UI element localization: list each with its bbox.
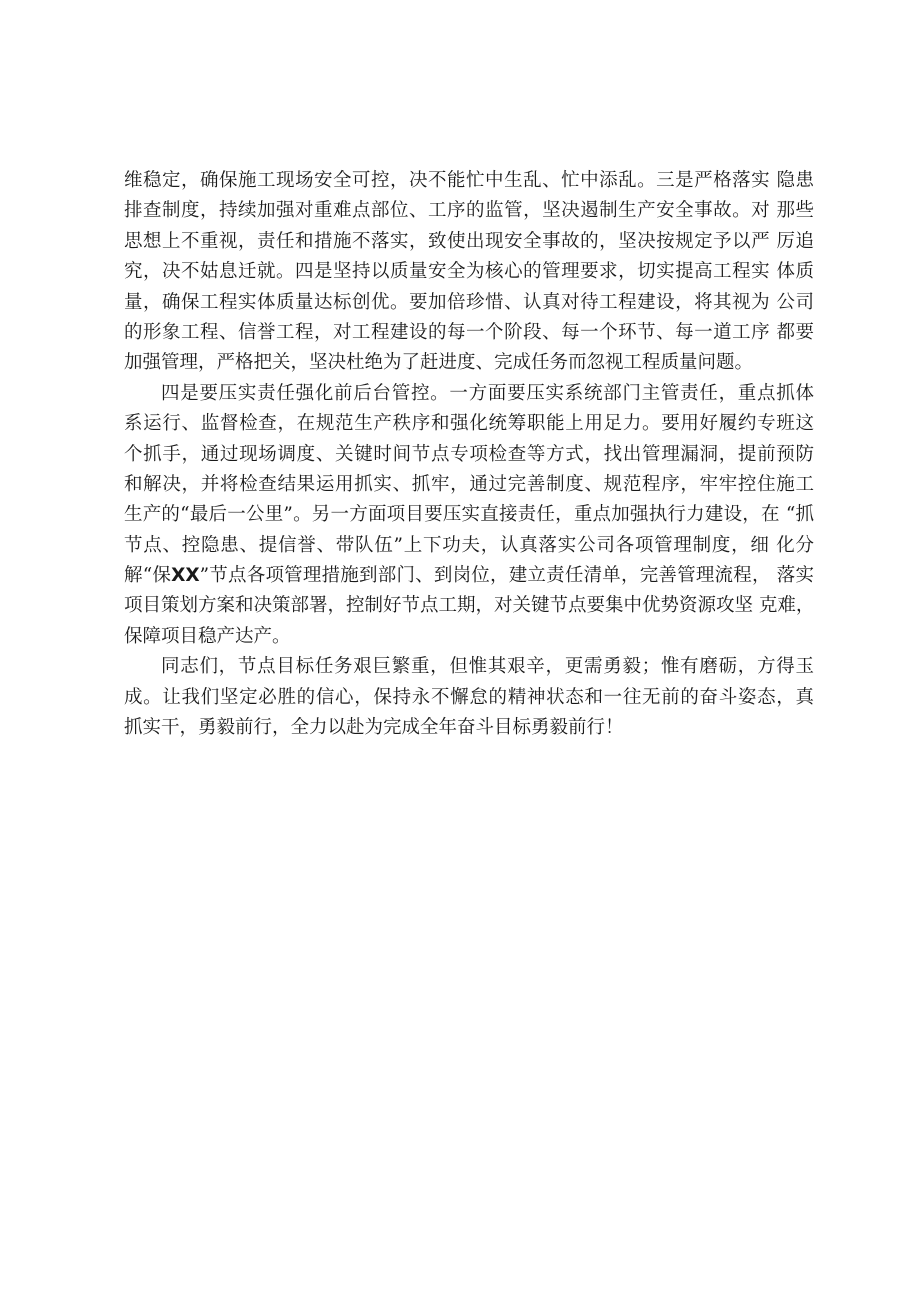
text-line: 和解决，并将检查结果运用抓实、抓牢，通过完善制度、规范程序，牢牢控住施工 (124, 473, 814, 495)
text-line: 量，确保工程实体质量达标创优。要加倍珍惜、认真对待工程建设，将其视为 公司 (124, 291, 814, 313)
paragraph-safety-quality (124, 166, 814, 379)
paragraph-responsibility (124, 379, 814, 653)
text-segment: 解“保 (124, 565, 172, 587)
paragraph-closing (124, 652, 814, 743)
bold-placeholder-text: XX (171, 565, 200, 587)
text-line: 究，决不姑息迁就。四是坚持以质量安全为核心的管理要求，切实提高工程实 体质 (124, 261, 814, 283)
text-line: 保障项目稳产达产。 (124, 625, 291, 647)
text-line: 系运行、监督检查，在规范生产秩序和强化统筹职能上用足力。要用好履约专班这 (124, 413, 814, 435)
document-body (124, 166, 814, 743)
text-line: 排查制度，持续加强对重难点部位、工序的监管，坚决遏制生产安全事故。对 那些 (124, 200, 814, 222)
text-line: 抓实干，勇毅前行，全力以赴为完成全年奋斗目标勇毅前行！ (124, 717, 624, 739)
text-line: 个抓手，通过现场调度、关键时间节点专项检查等方式，找出管理漏洞，提前预防 (124, 443, 814, 465)
text-line: 的形象工程、信誉工程，对工程建设的每一个阶段、每一个环节、每一道工序 都要 (124, 321, 814, 343)
text-line: 生产的“最后一公里”。另一方面项目要压实直接责任，重点加强执行力建设，在 “抓 (124, 504, 814, 526)
text-line-with-bold (124, 561, 814, 591)
text-line: 加强管理，严格把关，坚决杜绝为了赶进度、完成任务而忽视工程质量问题。 (124, 352, 754, 374)
text-line: 思想上不重视，责任和措施不落实，致使出现安全事故的，坚决按规定予以严 厉追 (124, 230, 814, 252)
text-line: 四是要压实责任强化前后台管控。一方面要压实系统部门主管责任，重点抓体 (161, 382, 814, 404)
text-line: 同志们，节点目标任务艰巨繁重，但惟其艰辛，更需勇毅；惟有磨砺，方得玉 (161, 656, 814, 678)
text-line: 节点、控隐患、提信誉、带队伍”上下功夫，认真落实公司各项管理制度，细 化分 (124, 534, 814, 556)
text-line: 项目策划方案和决策部署，控制好节点工期，对关键节点要集中优势资源攻坚 克难， (124, 595, 815, 617)
text-line: 成。让我们坚定必胜的信心，保持永不懈怠的精神状态和一往无前的奋斗姿态，真 (124, 686, 814, 708)
text-segment: ”节点各项管理措施到部门、到岗位，建立责任清单，完善管理流程， 落实 (199, 565, 815, 587)
text-line: 维稳定，确保施工现场安全可控，决不能忙中生乱、忙中添乱。三是严格落实 隐患 (124, 170, 814, 191)
